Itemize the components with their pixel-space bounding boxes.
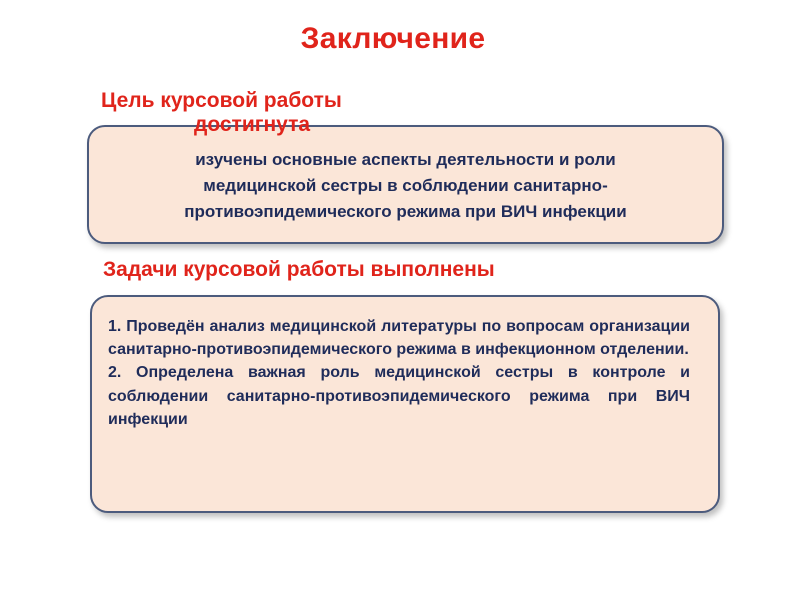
goal-text-line1: изучены основные аспекты деятельности и роли [195, 150, 616, 169]
goal-text-line3: противоэпидемического режима при ВИЧ инфекции [184, 202, 627, 221]
goal-heading [101, 89, 471, 137]
slide-title: Заключение [300, 22, 486, 55]
task-item-1: 1. Проведён анализ медицинской литературы по вопросам организации санитарно-противоэпидемического режима в инфекционном отделении. [108, 318, 690, 359]
goal-heading-line2: достигнута [194, 113, 311, 136]
tasks-text [108, 315, 690, 431]
goal-box [87, 125, 724, 244]
goal-text-line2: медицинской сестры в соблюдении санитарно- [203, 176, 608, 195]
task-item-2: 2. Определена важная роль медицинской сестры в контроле и соблюдении санитарно-противоэпидемического режима при ВИЧ инфекции [108, 364, 690, 428]
goal-heading-line1: Цель курсовой работы [101, 89, 342, 112]
goal-text [89, 147, 722, 225]
tasks-box [90, 295, 720, 513]
tasks-heading: Задачи курсовой работы выполнены [103, 258, 495, 281]
